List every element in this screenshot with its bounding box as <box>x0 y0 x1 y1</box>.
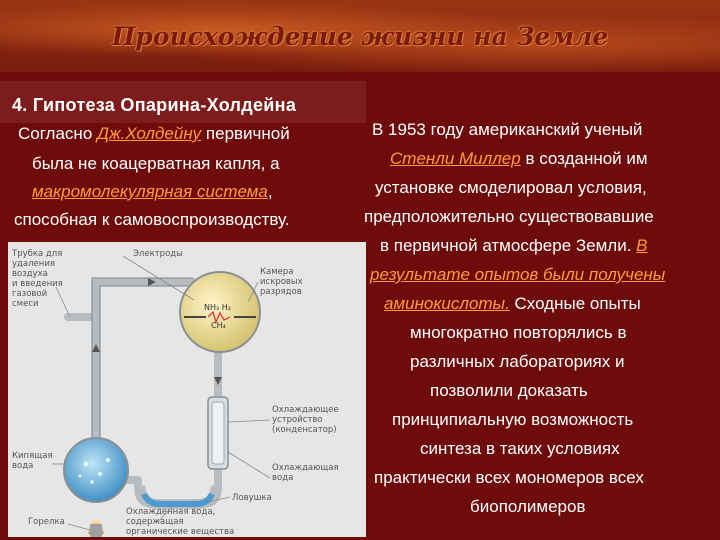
label-trap: Ловушка <box>232 493 272 503</box>
burner <box>90 524 102 537</box>
right-text-line-6 <box>370 265 665 285</box>
right-text-line-10: позволили доказать <box>430 381 588 400</box>
gas-label-top: NH₃ H₂ <box>204 303 231 312</box>
right-text-line-9: различных лабораториях и <box>410 352 625 371</box>
right-text-line-4: предположительно существовавшие <box>364 207 654 226</box>
label-chamber-2: искровых <box>260 277 303 287</box>
label-tube-6: смеси <box>12 299 39 309</box>
right-line5-pre: в первичной атмосфере Земли. <box>380 236 637 255</box>
haldane-link[interactable]: Дж.Холдейну <box>97 124 202 143</box>
right-text-line-2 <box>390 149 648 169</box>
label-burner: Горелка <box>28 517 65 527</box>
right-text-line-5 <box>380 236 648 256</box>
slide-title: Происхождение жизни на Земле <box>111 22 609 51</box>
label-cooler-2: устройство <box>272 415 323 425</box>
miller-apparatus-diagram <box>8 242 366 537</box>
label-cooled-2: содержащая <box>126 517 184 527</box>
label-cooled-1: Охлажденная вода, <box>126 507 216 517</box>
right-text-line-1: В 1953 году американский ученый <box>372 120 643 139</box>
right-text-line-14: биополимеров <box>470 497 586 516</box>
left-line1-post: первичной <box>201 124 290 143</box>
slide-subtitle: 4. Гипотеза Опарина-Холдейна <box>12 95 297 115</box>
left-line1-pre: Согласно <box>18 124 97 143</box>
results-link-start[interactable]: В <box>636 236 648 255</box>
label-cooler-1: Охлаждающее <box>272 405 339 415</box>
label-electrodes: Электроды <box>133 249 183 259</box>
right-text-line-8: многократно повторялись в <box>410 323 627 342</box>
label-cooler-3: (конденсатор) <box>272 425 337 435</box>
subtitle-box <box>0 81 366 123</box>
label-chamber-1: Камера <box>260 267 294 277</box>
gas-label-bottom: CH₄ <box>211 321 226 330</box>
left-line3-post: , <box>267 182 273 201</box>
label-water-2: вода <box>272 473 294 483</box>
right-text-line-12: синтеза в таких условиях <box>420 439 620 458</box>
label-tube-1: Трубка для <box>12 249 63 259</box>
label-chamber-3: разрядов <box>260 287 302 297</box>
left-text-line-2: была не коацерватная капля, а <box>32 154 280 173</box>
amino-acids-link[interactable]: аминокислоты. <box>384 294 510 313</box>
slide-content <box>0 72 720 540</box>
right-text-line-11: принципиальную возможность <box>392 410 634 429</box>
boiling-flask <box>64 438 128 502</box>
left-text-line-1 <box>18 124 290 144</box>
label-tube-2: удаления <box>12 259 55 269</box>
right-text-line-7 <box>384 294 641 314</box>
label-tube-3: воздуха <box>12 269 48 279</box>
right-line2-post: в созданной им <box>520 149 648 168</box>
label-boiling-2: вода <box>12 461 34 471</box>
label-tube-5: газовой <box>12 289 48 299</box>
miller-link[interactable]: Стенли Миллер <box>390 149 521 168</box>
right-text-line-13: практически всех мономеров всех <box>374 468 644 487</box>
label-cooled-3: органические вещества <box>126 527 235 537</box>
label-boiling-1: Кипящая <box>12 451 53 461</box>
right-text-line-3: установке смоделировал условия, <box>375 178 647 197</box>
apparatus-drawing <box>8 242 366 537</box>
label-tube-4: и введения <box>12 279 63 289</box>
right-line7-post: Сходные опыты <box>509 294 641 313</box>
left-text-line-3 <box>32 182 273 202</box>
title-bar <box>0 0 720 72</box>
left-text-line-4: способная к самовоспроизводству. <box>14 210 290 229</box>
label-water-1: Охлаждающая <box>272 463 339 473</box>
macromolecular-link[interactable]: макромолекулярная система <box>32 182 268 201</box>
results-link[interactable]: результате опытов были получены <box>370 265 666 284</box>
